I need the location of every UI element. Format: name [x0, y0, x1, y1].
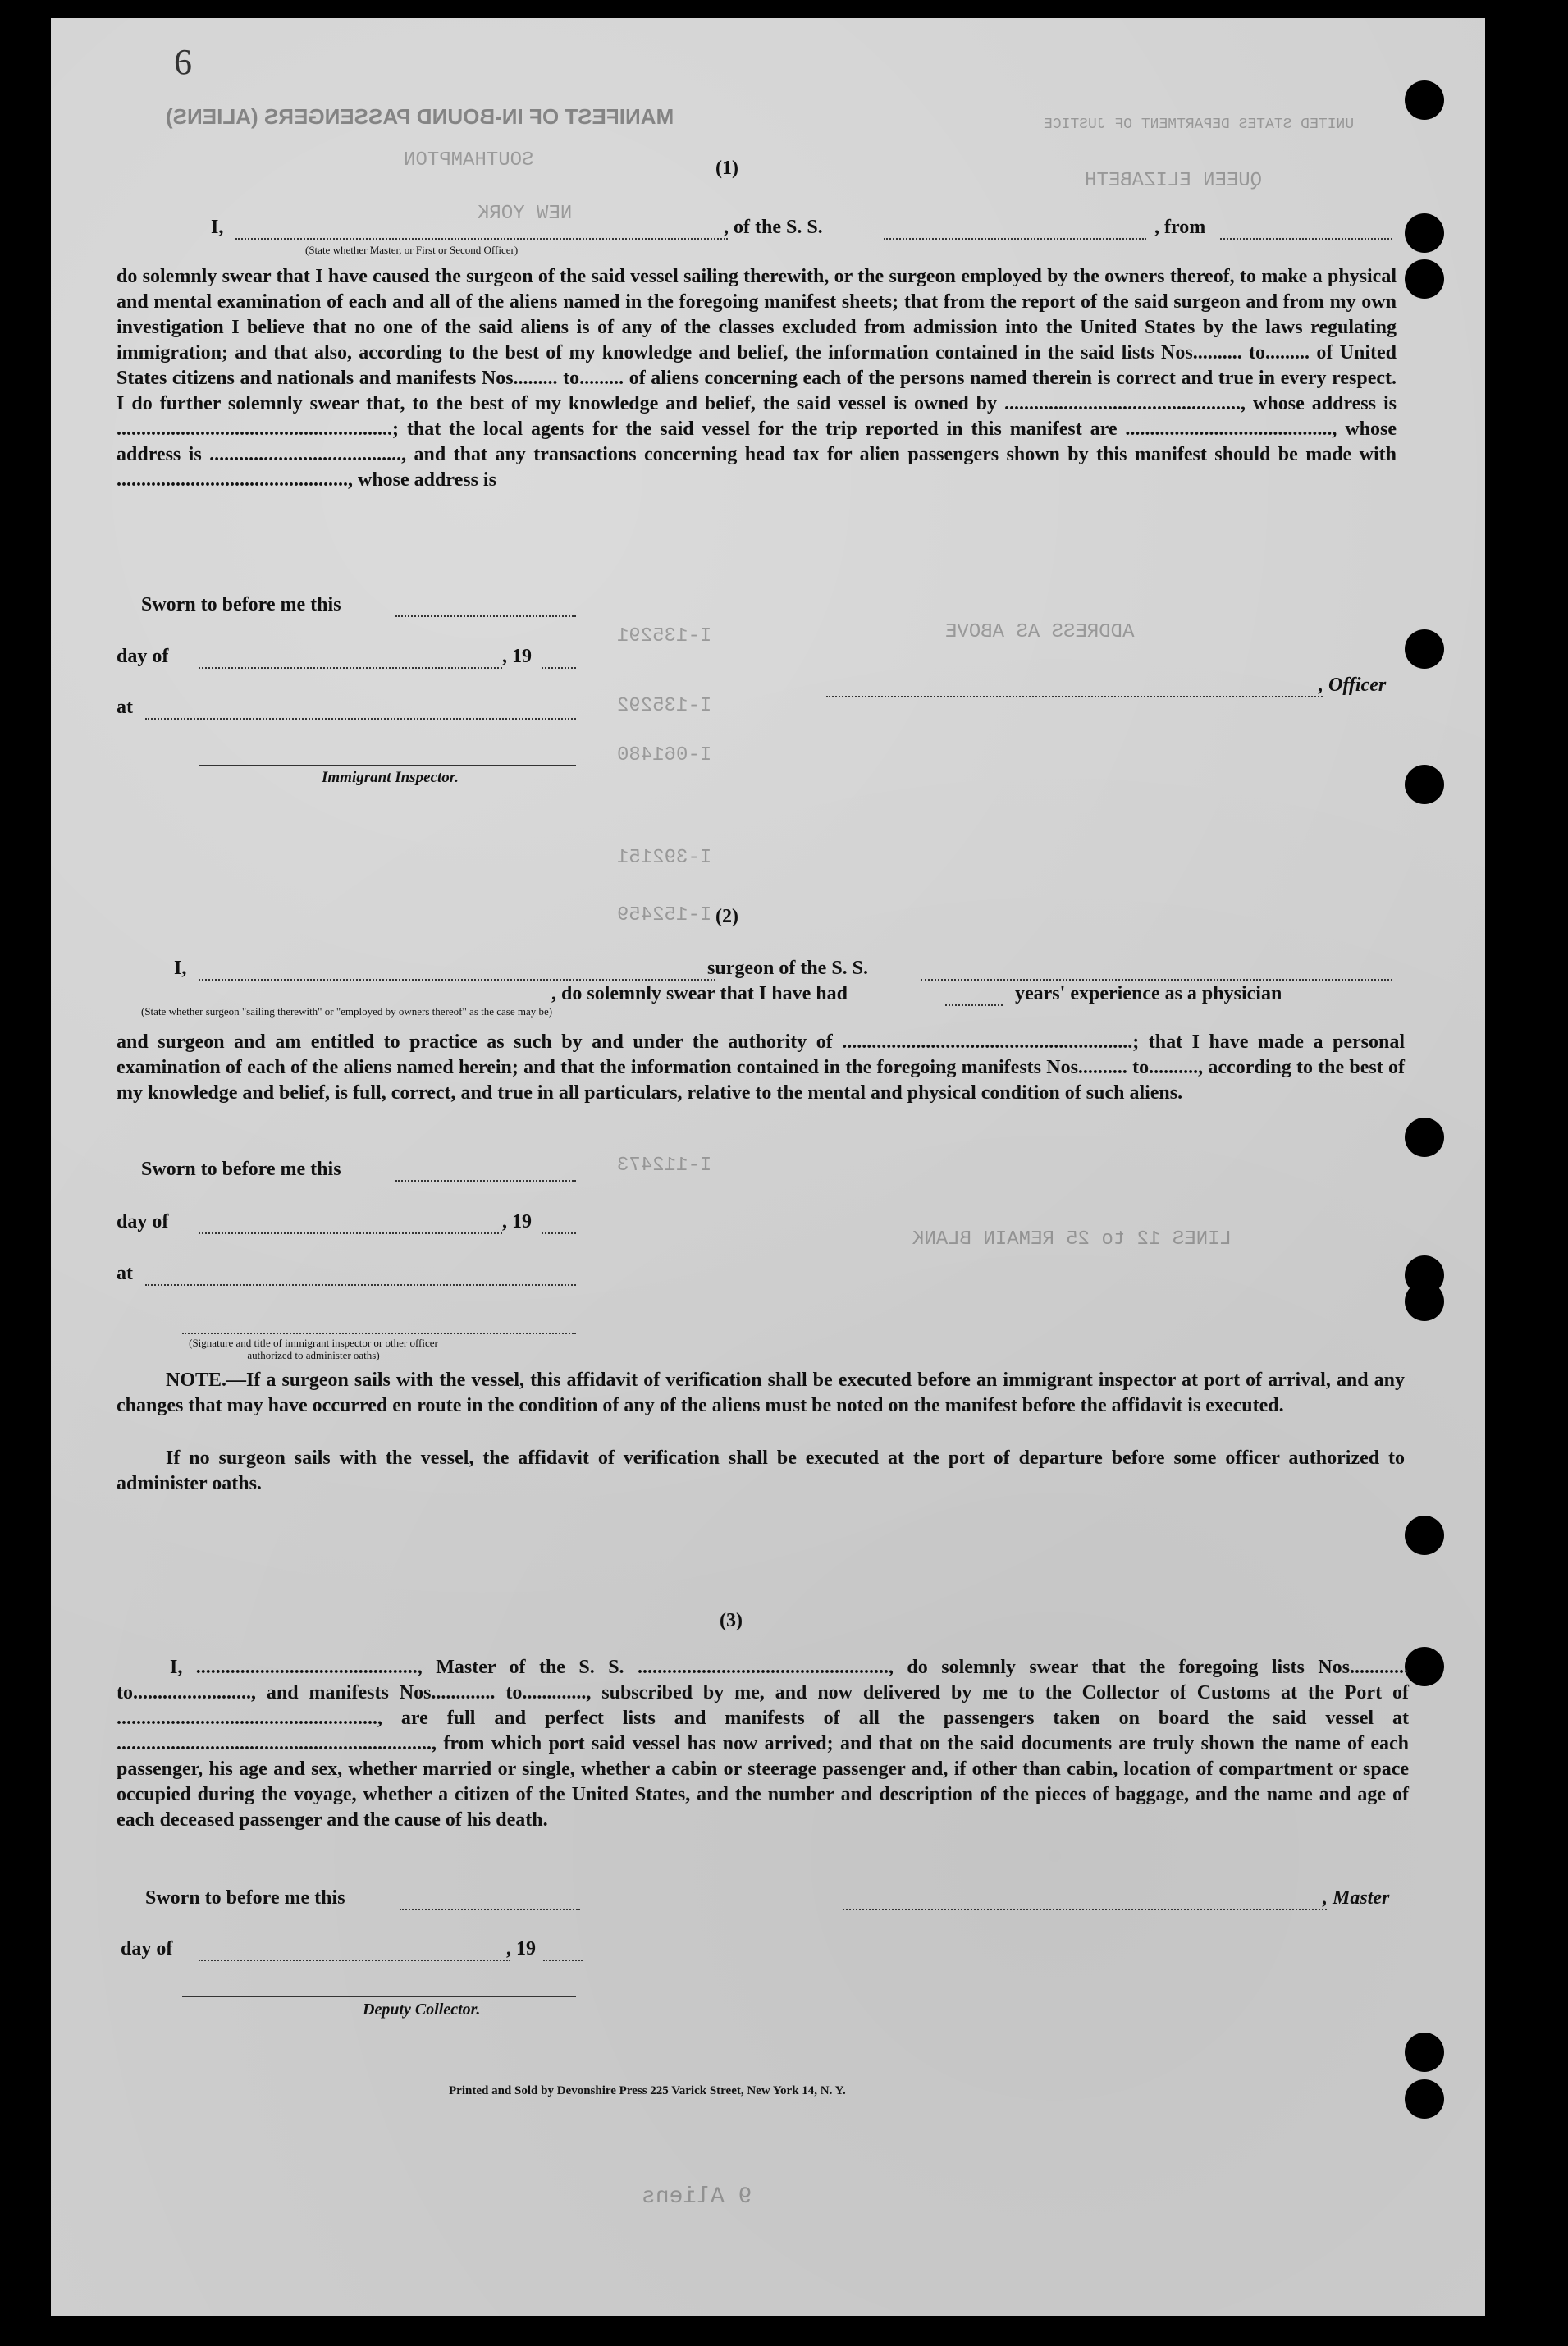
section2-day-field[interactable] [199, 1232, 502, 1234]
master-label: , Master [1323, 1887, 1390, 1909]
section1-number: (1) [715, 158, 738, 179]
section2-year: , 19 [502, 1211, 532, 1232]
section1-sworn-label: Sworn to before me this [141, 594, 341, 615]
section3-number: (3) [720, 1610, 743, 1631]
section1-year: , 19 [502, 646, 532, 667]
section1-year-field[interactable] [542, 667, 576, 669]
section1-i: I, [211, 217, 224, 238]
section2-surgeon-of: surgeon of the S. S. [707, 958, 869, 979]
note-paragraph-1: NOTE.—If a surgeon sails with the vessel, this affidavit of verification shall be executed before an immigrant inspector at port of arrival, and any changes that may have occurred en route in the condition of any of the aliens must be noted on the manifest before the affidavit is executed. [117, 1370, 1405, 1416]
note-paragraph-2: If no surgeon sails with the vessel, the affidavit of verification shall be executed at the port of departure before some officer authorized to administer oaths. [117, 1447, 1405, 1494]
section2-year-field[interactable] [542, 1232, 576, 1234]
punch-hole [1405, 1282, 1444, 1321]
section1-day-field[interactable] [199, 667, 502, 669]
surgeon-name-field[interactable] [199, 979, 715, 981]
section2-at-field[interactable] [145, 1284, 576, 1286]
bleed-through-text: LINES 12 to 25 REMAIN BLANK [912, 1228, 1232, 1251]
section2-day-of: day of [117, 1211, 169, 1232]
section3-sworn-field[interactable] [400, 1909, 580, 1910]
section1-sworn-field[interactable] [395, 615, 576, 617]
section2-do-solemnly: , do solemnly swear that I have had [551, 983, 848, 1004]
vessel-name-field[interactable] [884, 238, 1146, 240]
faded-header-department: UNITED STATES DEPARTMENT OF JUSTICE [1044, 117, 1355, 133]
section2-oath-text: and surgeon and am entitled to practice as such by and under the authority of ...........................................................; that I have made a personal examination of each of the aliens named herein; and that the information contained in the foregoing manifests Nos.......... to.........., according to the best of my knowledge and belief, is full, correct, and true in all particulars, relative to the mental and physical condition of such aliens. [117, 1031, 1405, 1104]
faded-header-city: NEW YORK [478, 203, 573, 225]
section3-year-field[interactable] [543, 1960, 583, 1961]
departure-port-field[interactable] [1220, 238, 1392, 240]
printer-credit: Printed and Sold by Devonshire Press 225 Varick Street, New York 14, N. Y. [449, 2084, 846, 2097]
section3-sworn-label: Sworn to before me this [145, 1887, 345, 1909]
punch-hole [1405, 80, 1444, 120]
section2-years: years' experience as a physician [1015, 983, 1282, 1004]
faded-alien-count: 9 Aliens [642, 2184, 752, 2210]
section2-signature-field[interactable] [182, 1333, 576, 1334]
section2-at: at [117, 1263, 133, 1284]
deputy-collector-label: Deputy Collector. [363, 2001, 481, 2019]
section1-oath-text: do solemnly swear that I have caused the surgeon of the said vessel sailing therewith, or the surgeon employed by the owners thereof, to make a physical and mental examination of each and all of the aliens named in the foregoing manifest sheets; that from the report of the said surgeon and from my own investigation I believe that no one of the said aliens is of any of the classes excluded from admission into the United States by the laws regulating immigration; and that also, according to the best of my knowledge and belief, the information contained in the said lists Nos.......... to......... of United States citizens and nationals and manifests Nos......... to......... of aliens concerning each of the persons named therein is correct and true in every respect. I do further solemnly swear that, to the best of my knowledge and belief, the said vessel is owned by ................................................, whose address is ........................................................; that the local agents for the said vessel for the trip reported in this manifest are .........................................., whose address is ......................................., and that any transactions concerning head tax for alien passengers shown by this manifest should be made with ..............................................., whose address is [117, 266, 1397, 491]
section1-from: , from [1154, 217, 1206, 238]
punch-hole [1405, 2033, 1444, 2072]
faded-header-title: MANIFEST OF IN-BOUND PASSENGERS (ALIENS) [166, 104, 674, 129]
section2-sworn-field[interactable] [395, 1180, 576, 1182]
punch-hole [1405, 765, 1444, 804]
bleed-through-text: I-061480 [617, 744, 712, 766]
section1-at: at [117, 697, 133, 718]
bleed-through-text: I-152459 [617, 904, 712, 926]
section1-at-field[interactable] [145, 718, 576, 720]
punch-hole [1405, 1516, 1444, 1555]
master-signature-field[interactable] [843, 1909, 1327, 1910]
section3-day-field[interactable] [199, 1960, 510, 1961]
section2-i: I, [174, 958, 187, 979]
bleed-through-text: I-135291 [617, 625, 712, 647]
bleed-through-text: ADDRESS AS ABOVE [945, 621, 1135, 643]
faded-header-vessel: QUEEN ELIZABETH [1085, 170, 1263, 192]
master-name-field[interactable] [235, 238, 728, 240]
section2-signature-caption: (Signature and title of immigrant inspector or other officer authorized to administer oaths) [189, 1337, 438, 1361]
years-experience-field[interactable] [945, 1004, 1003, 1006]
punch-hole [1405, 629, 1444, 669]
section3-day-of: day of [121, 1938, 173, 1960]
bleed-through-text: I-135292 [617, 695, 712, 717]
bleed-through-text: I-392151 [617, 847, 712, 869]
punch-hole [1405, 2079, 1444, 2119]
section1-of-ss: , of the S. S. [724, 217, 823, 238]
punch-hole [1405, 213, 1444, 253]
inspector-signature-line[interactable] [199, 765, 576, 766]
section3-oath-text: I, ............................................., Master of the S. S. ..................................................., do solemnly swear that the foregoing lists Nos............ to........................, and manifests Nos............. to............., subscribed by me, and now delivered by me to the Collector of Customs at the Port of ....................................................., are full and perfect lists and manifests of all the passengers taken on board the said vessel at ................................................................, from which port said vessel has now arrived; and that on the said documents are truly shown the name of each passenger, his age and sex, whether married or single, whether a cabin or steerage passenger and, if other than cabin, location of compartment or space occupied during the voyage, whether a citizen of the United States, and the number and description of the pieces of baggage, and the name and age of each deceased passenger and the cause of his death. [117, 1657, 1409, 1831]
punch-hole [1405, 1118, 1444, 1157]
faded-header-port: SOUTHAMPTON [404, 149, 534, 171]
section3-year: , 19 [506, 1938, 536, 1960]
immigrant-inspector-label: Immigrant Inspector. [322, 769, 459, 786]
punch-hole [1405, 1647, 1444, 1686]
section2-sworn-label: Sworn to before me this [141, 1159, 341, 1180]
master-caption: (State whether Master, or First or Second Officer) [305, 244, 519, 256]
deputy-collector-signature-line[interactable] [182, 1996, 576, 1997]
page-number-mark: 6 [174, 42, 192, 82]
section2-number: (2) [715, 906, 738, 927]
manifest-page [51, 18, 1485, 2316]
section2-vessel-field[interactable] [921, 979, 1392, 981]
section2-caption: (State whether surgeon "sailing therewith" or "employed by owners thereof" as the case may be) [141, 1005, 553, 1018]
section1-day-of: day of [117, 646, 169, 667]
officer-signature-field[interactable] [826, 696, 1323, 697]
punch-hole [1405, 259, 1444, 299]
bleed-through-text: I-112473 [617, 1155, 712, 1177]
officer-label: , Officer [1319, 675, 1387, 696]
